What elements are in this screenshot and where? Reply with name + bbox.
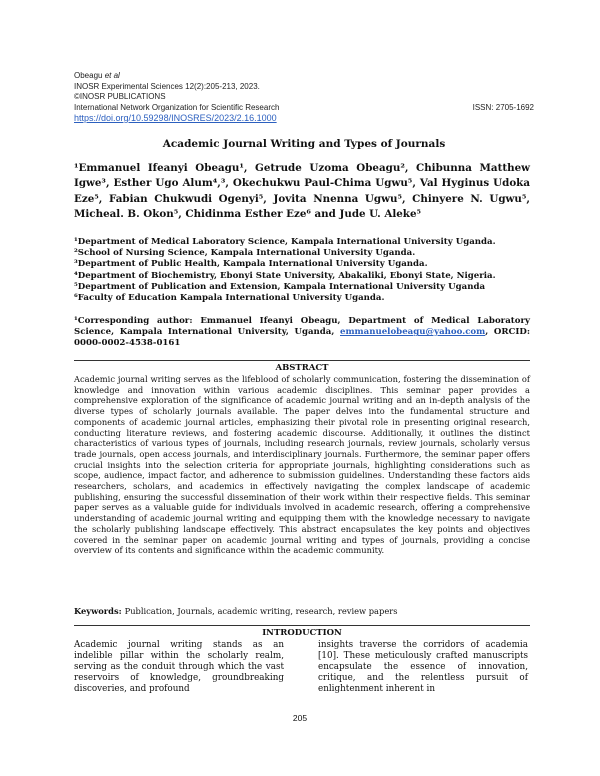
keywords-label: Keywords: <box>74 606 125 616</box>
affiliation-1: ¹Department of Medical Laboratory Science, Kampala International University Uganda. <box>74 237 496 247</box>
header-author: Obeagu et al <box>74 71 120 80</box>
header-publisher: ©INOSR PUBLICATIONS <box>74 92 166 101</box>
affiliation-6: ⁶Faculty of Education Kampala International University Uganda. <box>74 293 385 304</box>
affiliations <box>74 237 534 304</box>
running-header <box>74 71 534 124</box>
orcid: , ORCID: 0000-0002-4538-0161 <box>74 327 530 349</box>
page-number: 205 <box>292 713 308 723</box>
header-issn: ISSN: 2705-1692 <box>472 102 534 112</box>
introduction-heading: INTRODUCTION <box>262 628 342 638</box>
doi-link[interactable]: https://doi.org/10.59298/INOSRES/2023/2.16.1000 <box>74 113 277 123</box>
header-organization: International Network Organization for Scientific Research <box>74 102 280 112</box>
author-email-link[interactable]: emmanuelobeagu@yahoo.com <box>340 327 486 338</box>
abstract-heading: ABSTRACT <box>275 363 329 373</box>
intro-left-column: Academic journal writing stands as an indelible pillar within the scholarly realm, serving as the conduit through which the vast reservoirs of knowledge, groundbreaking discoveries, and profound <box>74 640 284 694</box>
keywords-line <box>74 606 530 616</box>
author-list: ¹Emmanuel Ifeanyi Obeagu¹, Getrude Uzoma Obeagu², Chibunna Matthew Igwe³, Esther Ugo Alum⁴,³, Okechukwu Paul-Chima Ugwu⁵, Val Hyginus Udoka Eze⁵, Fabian Chukwudi Ogenyi⁵, Jovita Nnenna Ugwu⁵, Chinyere N. Ugwu⁵, Micheal. B. Okon⁵, Chidinma Esther Eze⁶ and Jude U. Aleke⁵ <box>74 162 530 220</box>
corresponding-author <box>74 316 530 350</box>
header-citation: INOSR Experimental Sciences 12(2):205-213, 2023. <box>74 81 260 91</box>
abstract-body: Academic journal writing serves as the lifeblood of scholarly communication, fostering the dissemination of knowledge and innovation within various academic disciplines. This seminar paper provides a comprehensive exploration of the significance of academic journal writing and an in-depth analysis of the diverse types of scholarly journals available. The paper delves into the fundamental structure and components of academic journal articles, emphasizing their pivotal role in presenting original research, conducting literature reviews, and fostering academic discourse. Additionally, it outlines the distinct characteristics of various types of journals, including research journals, review journals, scholarly versus trade journals, open access journals, and interdisciplinary journals. Furthermore, the seminar paper offers crucial insights into the selection criteria for appropriate journals, highlighting considerations such as scope, audience, impact factor, and adherence to submission guidelines. Understanding these factors aids researchers, scholars, and academics in effectively navigating the complex landscape of academic publishing, ensuring the successful dissemination of their work within their respective fields. This seminar paper serves as a valuable guide for individuals involved in academic research, offering a comprehensive understanding of academic journal writing and equipping them with the knowledge necessary to navigate the scholarly publishing landscape effectively. This abstract encapsulates the key points and objectives covered in the seminar paper on academic journal writing and types of journals, providing a concise overview of its contents and significance within the academic community. <box>74 374 530 556</box>
affiliation-4: ⁴Department of Biochemistry, Ebonyi State University, Abakaliki, Ebonyi State, Nigeria. <box>74 270 496 281</box>
intro-right-column: insights traverse the corridors of academia [10]. These meticulously crafted manuscripts encapsulate the essence of innovation, critique, and the relentless pursuit of enlightenment inherent in <box>318 640 528 694</box>
intro-divider <box>74 625 530 626</box>
affiliation-3: ³Department of Public Health, Kampala International University Uganda. <box>74 259 428 270</box>
affiliation-2: ²School of Nursing Science, Kampala International University Uganda. <box>74 248 416 259</box>
keywords-list: Publication, Journals, academic writing, research, review papers <box>124 606 398 616</box>
affiliation-5: ⁵Department of Publication and Extension, Kampala International University Uganda <box>74 281 486 292</box>
abstract-divider <box>74 360 530 361</box>
corresponding-text: ¹Corresponding author: Emmanuel Ifeanyi Obeagu, Department of Medical Laboratory Science, Kampala International University, Uganda, <box>74 316 530 338</box>
paper-title: Academic Journal Writing and Types of Journals <box>162 138 446 150</box>
header-org-row <box>74 103 534 114</box>
